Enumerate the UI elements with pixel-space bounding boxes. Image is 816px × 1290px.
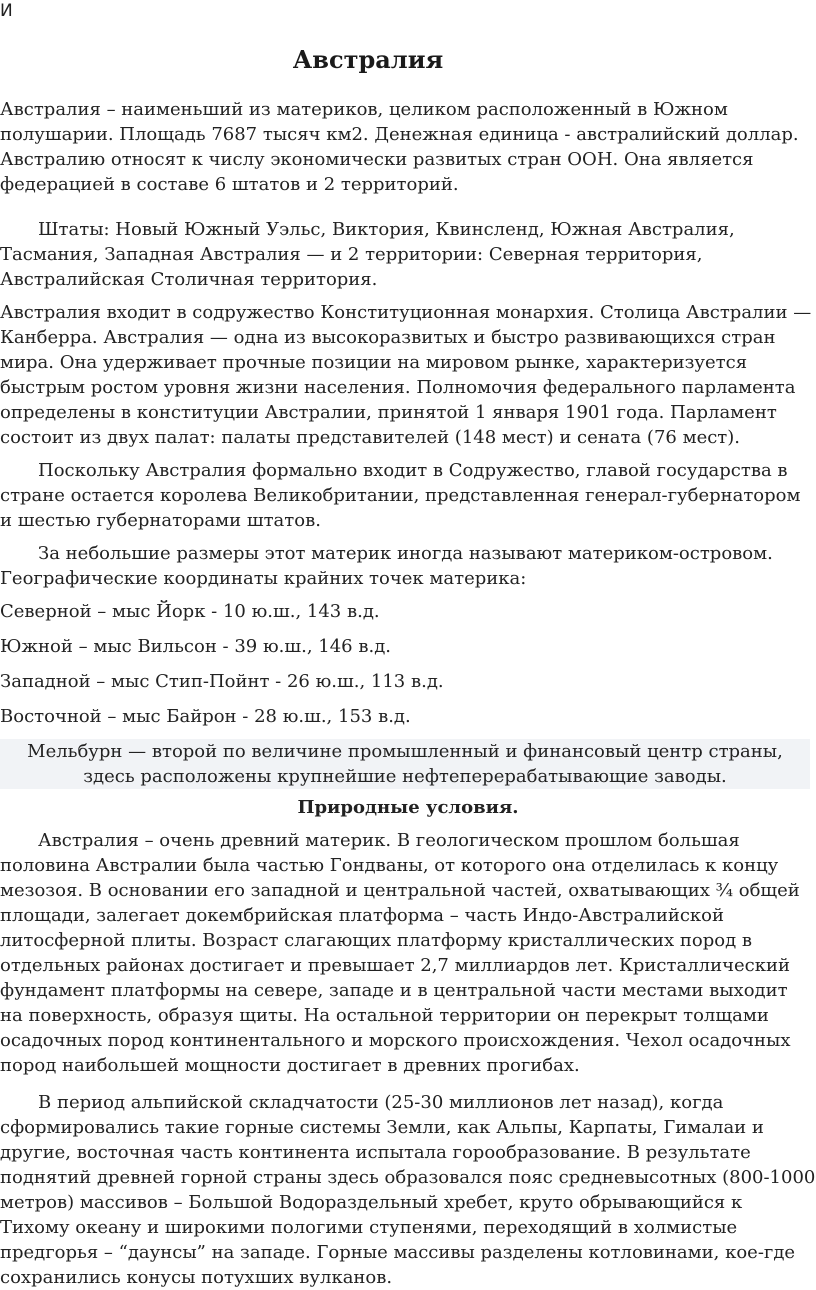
extreme-point-south: Южной – мыс Вильсон - 39 ю.ш., 146 в.д. <box>0 636 391 657</box>
states-paragraph: Штаты: Новый Южный Уэльс, Виктория, Квинсленд, Южная Австралия, Тасмания, Западная Австралия — и 2 территории: Северная территория, Австралийская Столичная территория. <box>0 219 735 290</box>
extreme-point-north: Северной – мыс Йорк - 10 ю.ш., 143 в.д. <box>0 601 380 622</box>
melbourne-highlight: Мельбурн — второй по величине промышленный и финансовый центр страны, здесь расположены крупнейшие нефтеперерабатывающие заводы. <box>0 739 810 789</box>
natural-conditions-paragraph-2: В период альпийской складчатости (25-30 миллионов лет назад), когда сформировались такие горные системы Земли, как Альпы, Карпаты, Гималаи и другие, восточная часть континента испытала горообразование. В результате поднятий древней горной страны здесь образовался пояс средневысотных (800-1000 метров) массивов – Большой Водораздельный хребет, круто обрывающийся к Тихому океану и широкими пологими ступенями, переходящий в холмистые предгорья – “даунсы” на западе. Горные массивы разделены котловинами, кое-где сохранились конусы потухших вулканов. <box>0 1092 816 1288</box>
head-of-state-paragraph: Поскольку Австралия формально входит в Содружество, главой государства в стране остается королева Великобритании, представленная генерал-губернатором и шестью губернаторами штатов. <box>0 460 801 531</box>
corner-mark: И <box>0 1 13 21</box>
commonwealth-paragraph: Австралия входит в содружество Конституционная монархия. Столица Австралии — Канберра. Австралия — одна из высокоразвитых и быстро развивающихся стран мира. Она удерживает прочные позиции на мировом рынке, характеризуется быстрым ростом уровня жизни населения. Полномочия федерального парламента определены в конституции Австралии, принятой 1 января 1901 года. Парламент состоит из двух палат: палаты представителей (148 мест) и сената (76 мест). <box>0 302 812 448</box>
natural-conditions-heading: Природные условия. <box>297 797 519 818</box>
extreme-point-west: Западной – мыс Стип-Пойнт - 26 ю.ш., 113 в.д. <box>0 671 444 692</box>
continent-island-paragraph: За небольшие размеры этот материк иногда называют материком-островом. Географические координаты крайних точек материка: <box>0 543 773 589</box>
page-title: Австралия <box>292 45 444 74</box>
document-body <box>0 97 816 1290</box>
extreme-point-east: Восточной – мыс Байрон - 28 ю.ш., 153 в.д. <box>0 706 411 727</box>
natural-conditions-paragraph-1: Австралия – очень древний материк. В геологическом прошлом большая половина Австралии была частью Гондваны, от которого она отделилась к концу мезозоя. В основании его западной и центральной частей, охватывающих ¾ общей площади, залегает докембрийская платформа – часть Индо-Австралийской литосферной плиты. Возраст слагающих платформу кристаллических пород в отдельных районах достигает и превышает 2,7 миллиардов лет. Кристаллический фундамент платформы на севере, западе и в центральной части местами выходит на поверхность, образуя щиты. На остальной территории он перекрыт толщами осадочных пород континентального и морского происхождения. Чехол осадочных пород наибольшей мощности достигает в древних прогибах. <box>0 830 800 1076</box>
intro-paragraph: Австралия – наименьший из материков, целиком расположенный в Южном полушарии. Площадь 7687 тысяч км2. Денежная единица - австралийский доллар. Австралию относят к числу экономически развитых стран ООН. Она является федерацией в составе 6 штатов и 2 территорий. <box>0 99 799 195</box>
